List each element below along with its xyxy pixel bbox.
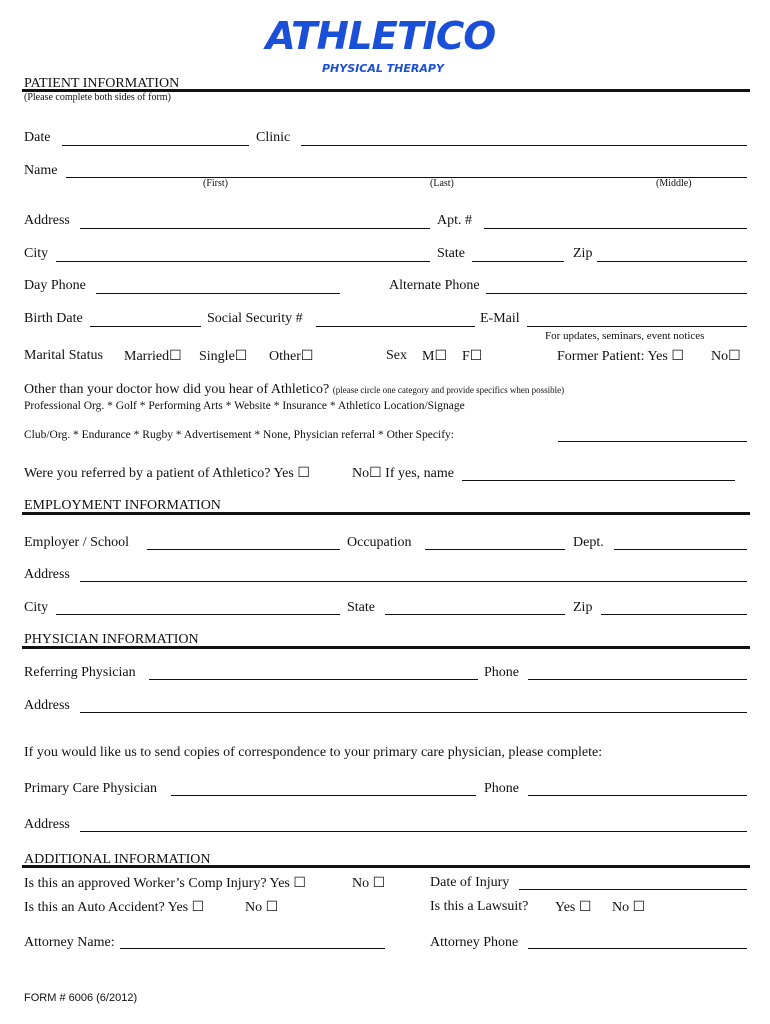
pcp-field[interactable] [171,795,476,796]
pcp-label: Primary Care Physician [24,781,157,796]
email-note: For updates, seminars, event notices [545,330,705,342]
name-label: Name [24,163,58,178]
lawsuit-no[interactable]: No ☐ [612,900,646,915]
section-physician-information: PHYSICIAN INFORMATION [24,632,199,647]
city-label: City [24,246,49,261]
single-checkbox[interactable]: Single☐ [199,349,248,364]
former-patient-no[interactable]: No☐ [711,349,741,364]
employer-zip-field[interactable] [601,614,747,615]
sex-label: Sex [386,348,407,363]
apt-field[interactable] [484,228,747,229]
employer-state-label: State [347,600,375,615]
employer-city-field[interactable] [56,614,340,615]
pcp-address-field[interactable] [80,831,747,832]
copies-instruction: If you would like us to send copies of correspondence to your primary care physician, please complete: [24,745,603,760]
last-hint: (Last) [430,178,454,189]
dept-label: Dept. [573,535,604,550]
alt-phone-label: Alternate Phone [389,278,480,293]
email-field[interactable] [527,326,747,327]
address-field[interactable] [80,228,430,229]
clinic-label: Clinic [256,130,291,145]
auto-accident-no[interactable]: No ☐ [245,900,279,915]
attorney-name-label: Attorney Name: [24,935,115,950]
state-field[interactable] [472,261,564,262]
zip-field[interactable] [597,261,747,262]
address-label: Address [24,213,70,228]
section-employment-information: EMPLOYMENT INFORMATION [24,498,221,513]
occupation-field[interactable] [425,549,565,550]
date-of-injury-field[interactable] [519,889,747,890]
alt-phone-field[interactable] [486,293,747,294]
ssn-field[interactable] [316,326,475,327]
name-field[interactable] [66,177,747,178]
marital-label: Marital Status [24,348,103,363]
section-rule [22,865,750,868]
attorney-phone-field[interactable] [528,948,747,949]
employer-label: Employer / School [24,535,129,550]
referring-physician-field[interactable] [149,679,478,680]
auto-accident-yes[interactable]: Is this an Auto Accident? Yes ☐ [24,900,205,915]
section-patient-information: PATIENT INFORMATION [24,76,180,91]
ssn-label: Social Security # [207,311,303,326]
occupation-label: Occupation [347,535,412,550]
pcp-address-label: Address [24,817,70,832]
former-patient-yes[interactable]: Former Patient: Yes ☐ [557,349,684,364]
other-specify-field[interactable] [558,441,747,442]
hear-options-row1[interactable]: Professional Org. * Golf * Performing Arts * Website * Insurance * Athletico Location/Signage [24,400,465,412]
hear-label: Other than your doctor how did you hear of Athletico? [24,382,330,397]
apt-label: Apt. # [437,213,472,228]
lawsuit-label: Is this a Lawsuit? [430,899,529,914]
dept-field[interactable] [614,549,747,550]
day-phone-field[interactable] [96,293,340,294]
clinic-field[interactable] [301,145,747,146]
section-rule [22,512,750,515]
referred-no[interactable]: No☐ If yes, name [352,466,454,481]
male-checkbox[interactable]: M☐ [422,349,447,364]
physician-phone-field[interactable] [528,679,747,680]
attorney-phone-label: Attorney Phone [430,935,519,950]
form-number: FORM # 6006 (6/2012) [24,992,138,1004]
employer-zip-label: Zip [573,600,593,615]
referring-physician-label: Referring Physician [24,665,136,680]
female-checkbox[interactable]: F☐ [462,349,483,364]
pcp-phone-field[interactable] [528,795,747,796]
date-label: Date [24,130,51,145]
workers-comp-yes[interactable]: Is this an approved Worker’s Comp Injury? Yes ☐ [24,876,306,891]
patient-note: (Please complete both sides of form) [24,92,171,103]
email-label: E-Mail [480,311,520,326]
section-additional-information: ADDITIONAL INFORMATION [24,852,211,867]
other-checkbox[interactable]: Other☐ [269,349,314,364]
birth-date-field[interactable] [90,326,201,327]
employer-address-label: Address [24,567,70,582]
date-field[interactable] [62,145,249,146]
day-phone-label: Day Phone [24,278,86,293]
employer-state-field[interactable] [385,614,565,615]
first-hint: (First) [203,178,228,189]
logo-subtitle: PHYSICAL THERAPY [322,62,444,75]
employer-field[interactable] [147,549,340,550]
physician-phone-label: Phone [484,665,519,680]
referred-yes[interactable]: Were you referred by a patient of Athletico? Yes ☐ [24,466,310,481]
hear-options-row2[interactable]: Club/Org. * Endurance * Rugby * Advertisement * None, Physician referral * Other Specify: [24,429,454,441]
referrer-name-field[interactable] [462,480,735,481]
date-of-injury-label: Date of Injury [430,875,510,890]
city-field[interactable] [56,261,430,262]
employer-city-label: City [24,600,49,615]
attorney-name-field[interactable] [120,948,385,949]
physician-address-field[interactable] [80,712,747,713]
lawsuit-yes[interactable]: Yes ☐ [555,900,592,915]
hear-note: (please circle one category and provide specifics when possible) [332,385,565,395]
section-rule [22,646,750,649]
hear-question [24,382,564,398]
birth-date-label: Birth Date [24,311,83,326]
state-label: State [437,246,465,261]
employer-address-field[interactable] [80,581,747,582]
athletico-logo: ATHLETICO [265,14,496,58]
pcp-phone-label: Phone [484,781,519,796]
zip-label: Zip [573,246,593,261]
workers-comp-no[interactable]: No ☐ [352,876,386,891]
married-checkbox[interactable]: Married☐ [124,349,182,364]
physician-address-label: Address [24,698,70,713]
middle-hint: (Middle) [656,178,692,189]
